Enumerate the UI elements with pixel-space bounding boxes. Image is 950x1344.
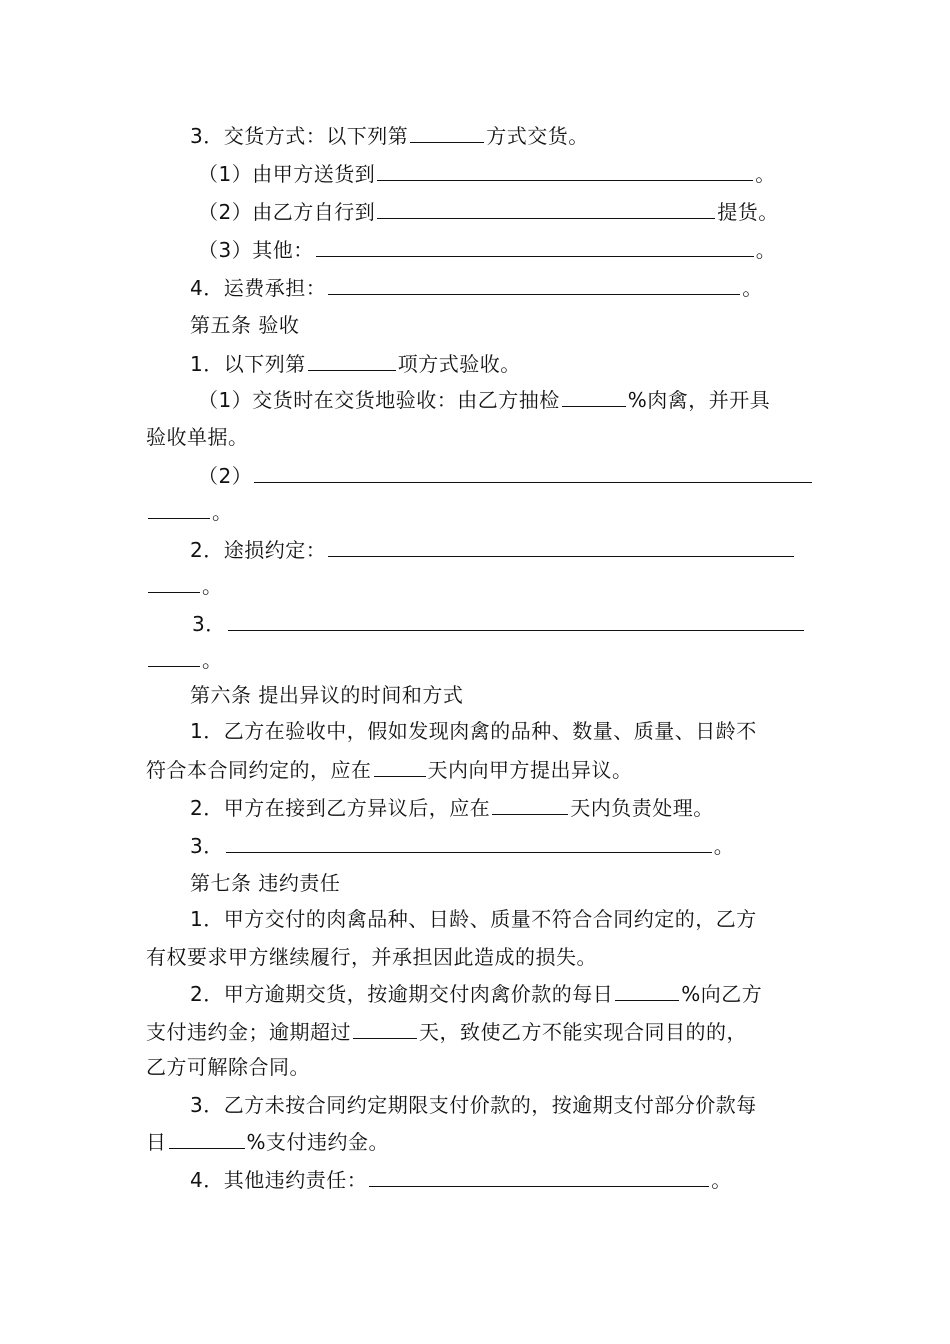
blank (369, 1166, 709, 1187)
objection-item-2: 2．甲方在接到乙方异议后，应在 天内负责处理。 (190, 796, 714, 820)
acceptance-item-3: 3． (192, 610, 950, 637)
objection-item-3: 3． 。 (190, 834, 735, 858)
article-6-heading: 第六条 提出异议的时间和方式 (190, 683, 464, 707)
blank (353, 1018, 417, 1039)
article-7-heading: 第七条 违约责任 (190, 871, 341, 895)
delivery-option-1: （1）由甲方送货到 。 (198, 162, 776, 186)
blank (169, 1128, 245, 1149)
acceptance-method: 1．以下列第 项方式验收。 (190, 352, 521, 376)
blank (254, 462, 812, 483)
blank (410, 122, 484, 143)
article-5-heading: 第五条 验收 (190, 313, 300, 337)
liability-item-2-cont: 支付违约金；逾期超过 天，致使乙方不能实现合同目的的， (146, 1020, 747, 1044)
objection-item-1-cont: 符合本合同约定的，应在 天内向甲方提出异议。 (146, 758, 633, 782)
blank (148, 572, 200, 593)
blank (316, 236, 754, 257)
acceptance-option-2: （2） (198, 462, 950, 489)
liability-item-2: 2．甲方逾期交货，按逾期交付肉禽价款的每日 %向乙方 (190, 982, 763, 1006)
acceptance-option-2-cont: 。 (146, 498, 950, 525)
blank (226, 832, 712, 853)
acceptance-item-3-cont: 。 (146, 646, 950, 673)
liability-item-1: 1．甲方交付的肉禽品种、日龄、质量不符合合同约定的，乙方 (190, 907, 757, 931)
delivery-method: 3．交货方式：以下列第 方式交货。 (190, 124, 589, 148)
liability-item-3-cont: 日 %支付违约金。 (146, 1130, 390, 1154)
blank (148, 646, 200, 667)
acceptance-option-1-cont: 验收单据。 (146, 425, 249, 449)
acceptance-option-1: （1）交货时在交货地验收：由乙方抽检 %肉禽，并开具 (198, 388, 771, 412)
liability-item-2-cont2: 乙方可解除合同。 (146, 1055, 310, 1079)
liability-item-1-cont: 有权要求甲方继续履行，并承担因此造成的损失。 (146, 945, 597, 969)
delivery-option-3: （3）其他： 。 (198, 238, 777, 262)
blank (148, 498, 210, 519)
liability-item-3: 3．乙方未按合同约定期限支付价款的，按逾期支付部分价款每 (190, 1093, 757, 1117)
delivery-option-2: （2）由乙方自行到 提货。 (198, 200, 779, 224)
blank (377, 160, 753, 181)
blank (328, 536, 794, 557)
blank (377, 198, 715, 219)
blank (615, 980, 679, 1001)
blank (228, 610, 804, 631)
blank (308, 350, 396, 371)
objection-item-1: 1．乙方在验收中，假如发现肉禽的品种、数量、质量、日龄不 (190, 719, 757, 743)
liability-item-4: 4．其他违约责任： 。 (190, 1168, 732, 1192)
blank (374, 756, 426, 777)
transit-loss: 2．途损约定： (190, 536, 950, 563)
transit-loss-cont: 。 (146, 572, 950, 599)
freight-burden: 4．运费承担： 。 (190, 276, 763, 300)
blank (492, 794, 568, 815)
blank (562, 386, 626, 407)
blank (328, 274, 740, 295)
